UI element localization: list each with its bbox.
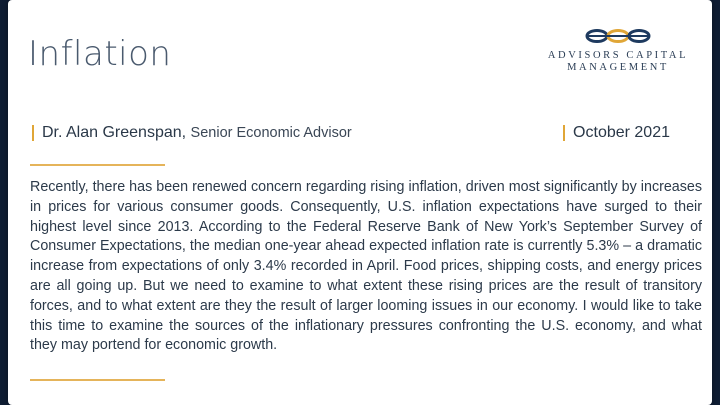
document-page	[8, 0, 712, 405]
bottom-divider	[30, 379, 165, 381]
author-name: Dr. Alan Greenspan,	[42, 124, 187, 141]
body-paragraph: Recently, there has been renewed concern regarding rising inflation, driven most significantly by increases in prices for various consumer goods. Consequently, U.S. inflation expectations have surged to their highest level since 2013. According to the Federal Reserve Bank of New York’s September Survey of Consumer Expectations, the median one-year ahead expected inflation rate is currently 5.3% – a dramatic increase from expectations of only 3.4% recorded in April. Food prices, shipping costs, and energy prices are all going up. But we need to examine to what extent these rising prices are the result of transitory forces, and to what extent are they the result of larger looming issues in our economy. I would like to take this time to examine the sources of the inflationary pressures confronting the U.S. economy, and what they may portend for economic growth.	[30, 179, 702, 354]
byline-accent-bar	[32, 125, 34, 141]
top-divider	[30, 164, 165, 166]
chain-links-logo-icon	[585, 28, 651, 44]
logo-line-1: ADVISORS CAPITAL	[547, 50, 689, 61]
date-text: October 2021	[573, 124, 670, 141]
page-title: Inflation	[28, 34, 172, 74]
publication-date	[563, 124, 670, 142]
logo-line-2: MANAGEMENT	[567, 62, 669, 73]
company-logo	[538, 28, 698, 74]
byline	[32, 124, 698, 148]
author-role: Senior Economic Advisor	[190, 125, 352, 141]
date-accent-bar	[563, 125, 565, 141]
